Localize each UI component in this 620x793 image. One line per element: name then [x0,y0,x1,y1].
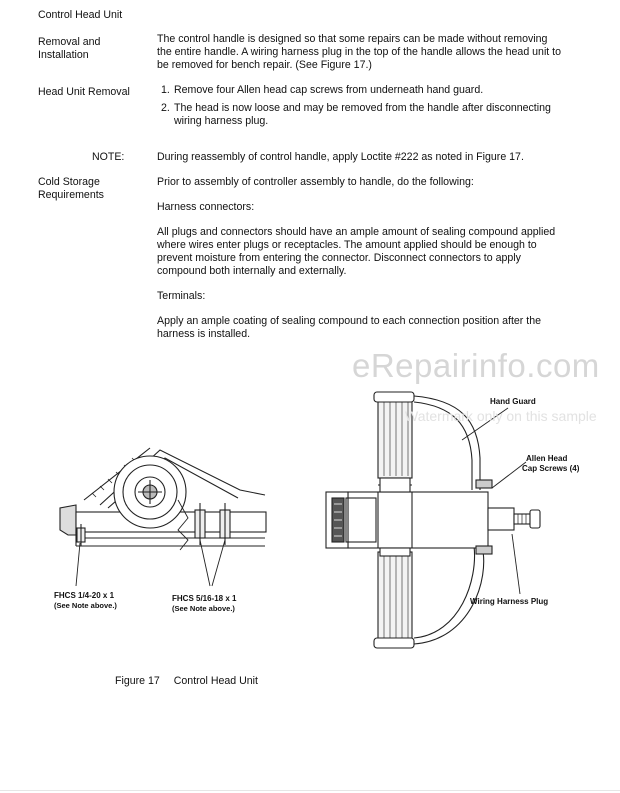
label-allen-head-2: Cap Screws (4) [522,464,580,473]
cold-storage-intro: Prior to assembly of controller assembly to handle, do the following: [157,176,474,188]
note-text: During reassembly of control handle, apply Loctite #222 as noted in Figure 17. [157,151,524,163]
side-view-drawing [60,448,266,550]
terminals-heading: Terminals: [157,290,206,302]
cold-storage-label: Cold Storage Requirements [38,176,104,201]
note-label: NOTE: [92,151,125,163]
front-view-drawing [326,392,540,648]
harness-heading: Harness connectors: [157,201,255,213]
step-text: The head is now loose and may be removed from the handle after disconnecting wiring harness plug. [174,102,551,127]
label-wiring-plug: Wiring Harness Plug [470,597,549,606]
list-item [157,84,567,97]
section-title: Control Head Unit [38,9,123,21]
terminals-text: Apply an ample coating of sealing compound to each connection position after the harness is installed. [157,315,541,340]
figure-number: Figure 17 [115,675,160,687]
head-unit-removal-label: Head Unit Removal [38,86,130,98]
figure-17-drawing [0,340,620,670]
label-fhcs-small-note: (See Note above.) [54,601,117,610]
removal-label: Removal and Installation [38,36,101,61]
harness-text: All plugs and connectors should have an ample amount of sealing compound applied where wires enter plugs or receptacles. The amount applied should be enough to prevent moisture from entering the connector. Disconnect connectors to apply compound both internally and externally. [157,226,556,277]
step-number: 2. [161,102,170,114]
label-fhcs-large: FHCS 5/16-18 x 1 [172,594,237,603]
page-bottom-edge [0,790,620,791]
figure-title: Control Head Unit [173,675,258,687]
watermark-sub: Watermark only on this sample [405,408,597,424]
figure-caption [115,675,258,688]
step-number: 1. [161,84,170,96]
label-hand-guard: Hand Guard [490,397,536,406]
label-allen-head-1: Allen Head [526,454,568,463]
label-fhcs-small: FHCS 1/4-20 x 1 [54,591,115,600]
watermark-main: eRepairinfo.com [352,347,600,384]
removal-text: The control handle is designed so that some repairs can be made without removing the entire handle. A wiring harness plug in the top of the handle allows the head unit to be removed for bench repair. (See Figure 17.) [157,33,562,71]
list-item [157,102,567,128]
label-fhcs-large-note: (See Note above.) [172,604,235,613]
step-text: Remove four Allen head cap screws from underneath hand guard. [174,84,484,96]
removal-steps [157,84,567,133]
